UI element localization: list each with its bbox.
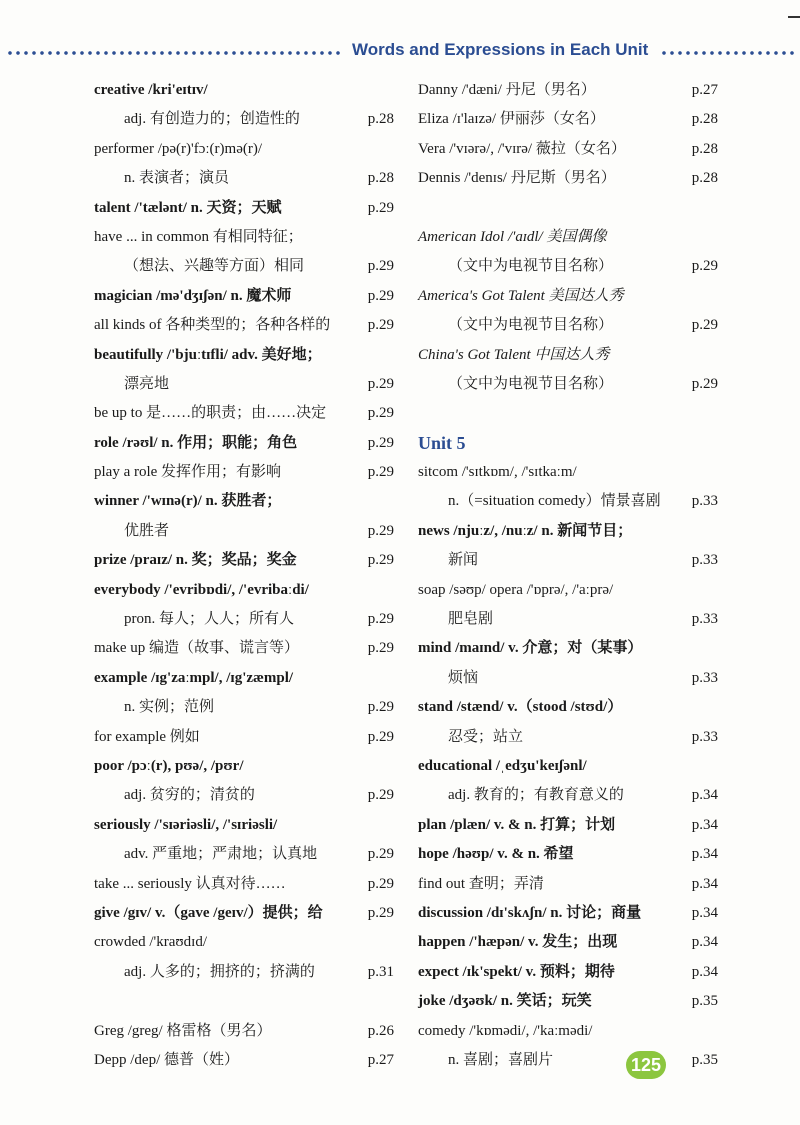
vocab-entry <box>418 311 718 340</box>
vocab-entry <box>418 282 718 311</box>
page-ref: p.34 <box>691 875 718 892</box>
vocab-entry <box>94 135 394 164</box>
vocab-entry <box>418 487 718 516</box>
entry-text: joke /dʒəʊk/ n. 笑话；玩笑 <box>418 993 592 1010</box>
vocab-entry <box>94 105 394 134</box>
entry-text: adj. 贫穷的；清贫的 <box>124 787 255 804</box>
entry-text: hope /həʊp/ v. & n. 希望 <box>418 846 574 863</box>
vocab-entry <box>418 576 718 605</box>
entry-text: happen /'hæpən/ v. 发生；出现 <box>418 934 618 951</box>
entry-text: （想法、兴趣等方面）相同 <box>124 258 305 275</box>
page-ref: p.31 <box>367 963 394 980</box>
vocab-entry <box>94 194 394 223</box>
entry-text: Vera /'vɪərə/, /'vɪrə/ 薇拉（女名） <box>418 140 626 157</box>
left-column <box>94 76 394 1075</box>
entry-text: make up 编造（故事、谎言等） <box>94 640 299 657</box>
page-ref: p.29 <box>367 258 394 275</box>
page-ref: p.34 <box>691 787 718 804</box>
entry-text: educational /ˌedʒu'keɪʃənl/ <box>418 757 587 774</box>
page-ref: p.33 <box>691 493 718 510</box>
entry-text: mind /maɪnd/ v. 介意；对（某事） <box>418 640 643 657</box>
entry-text: talent /'tælənt/ n. 天资；天赋 <box>94 199 282 216</box>
vocab-entry <box>418 1046 718 1075</box>
spacer <box>94 987 394 1016</box>
entry-text: 忍受；站立 <box>448 728 524 745</box>
vocab-entry <box>418 723 718 752</box>
vocab-entry <box>94 370 394 399</box>
vocab-entry <box>418 370 718 399</box>
page-ref: p.29 <box>367 287 394 304</box>
vocab-entry <box>94 781 394 810</box>
right-column <box>418 76 718 1075</box>
page-ref: p.33 <box>691 728 718 745</box>
vocab-entry <box>94 840 394 869</box>
page-ref: p.28 <box>691 140 718 157</box>
vocab-entry <box>94 252 394 281</box>
entry-text: all kinds of 各种类型的；各种各样的 <box>94 317 331 334</box>
entry-text: everybody /'evribɒdi/, /'evribaːdi/ <box>94 581 309 598</box>
entry-text: adj. 人多的；拥挤的；挤满的 <box>124 963 315 980</box>
vocab-entry <box>418 341 718 370</box>
header-dots-right <box>660 50 794 56</box>
entry-text: adj. 教育的；有教育意义的 <box>448 787 624 804</box>
page-ref: p.29 <box>367 199 394 216</box>
vocab-entry <box>418 164 718 193</box>
entry-text: adj. 有创造力的；创造性的 <box>124 111 300 128</box>
entry-text: Eliza /ɪ'laɪzə/ 伊丽莎（女名） <box>418 111 605 128</box>
entry-text: 漂亮地 <box>124 375 170 392</box>
entry-text: Greg /greg/ 格雷格（男名） <box>94 1022 272 1039</box>
vocab-entry <box>418 252 718 281</box>
vocab-entry <box>94 1046 394 1075</box>
vocab-entry <box>418 693 718 722</box>
entry-text: pron. 每人；人人；所有人 <box>124 611 294 628</box>
entry-text: sitcom /'sɪtkɒm/, /'sɪtkaːm/ <box>418 464 577 481</box>
entry-text: crowded /'kraʊdɪd/ <box>94 934 207 951</box>
entry-text: China's Got Talent 中国达人秀 <box>418 346 610 363</box>
vocab-entry <box>94 429 394 458</box>
entry-text: plan /plæn/ v. & n. 打算；计划 <box>418 816 616 833</box>
header-dots-left <box>6 50 342 56</box>
vocab-entry <box>94 723 394 752</box>
page-ref: p.29 <box>367 375 394 392</box>
entry-text: performer /pə(r)'fɔː(r)mə(r)/ <box>94 140 263 157</box>
entry-text: beautifully /'bjuːtɪfli/ adv. 美好地； <box>94 346 322 363</box>
vocab-entry <box>418 135 718 164</box>
entry-text: creative /kri'eɪtɪv/ <box>94 82 208 98</box>
vocab-entry <box>418 840 718 869</box>
entry-text: role /rəʊl/ n. 作用；职能；角色 <box>94 434 298 451</box>
page-ref: p.33 <box>691 669 718 686</box>
vocab-entry <box>94 164 394 193</box>
vocab-entry <box>94 223 394 252</box>
page-ref: p.34 <box>691 816 718 833</box>
page-ref: p.29 <box>367 904 394 921</box>
page-ref: p.28 <box>367 111 394 128</box>
spacer <box>418 399 718 428</box>
vocab-entry <box>94 811 394 840</box>
page-ref: p.35 <box>691 1051 718 1068</box>
entry-text: have ... in common 有相同特征； <box>94 228 303 245</box>
entry-text: soap /səʊp/ opera /'ɒprə/, /'aːprə/ <box>418 581 614 598</box>
entry-text: adv. 严重地；严肃地；认真地 <box>124 846 318 863</box>
entry-text: （文中为电视节目名称） <box>448 375 614 392</box>
page-ref: p.29 <box>691 375 718 392</box>
entry-text: prize /praɪz/ n. 奖；奖品；奖金 <box>94 552 297 569</box>
header-title: Words and Expressions in Each Unit <box>352 40 649 59</box>
vocab-entry <box>418 781 718 810</box>
vocab-entry <box>94 1017 394 1046</box>
vocab-entry <box>418 223 718 252</box>
vocab-entry <box>418 517 718 546</box>
vocab-entry <box>418 928 718 957</box>
vocab-entry <box>418 105 718 134</box>
entry-text: expect /ɪk'spekt/ v. 预料；期待 <box>418 963 615 980</box>
vocab-entry <box>418 752 718 781</box>
page-ref: p.29 <box>367 611 394 628</box>
page-header <box>0 38 800 68</box>
vocab-entry <box>94 752 394 781</box>
page-ref: p.29 <box>691 258 718 275</box>
vocab-entry <box>418 546 718 575</box>
entry-text: American Idol /'aɪdl/ 美国偶像 <box>418 228 607 245</box>
vocab-entry <box>94 634 394 663</box>
page-ref: p.29 <box>367 552 394 569</box>
page-ref: p.33 <box>691 611 718 628</box>
page-ref: p.29 <box>367 522 394 539</box>
vocab-entry <box>94 76 394 105</box>
entry-text: 优胜者 <box>124 522 170 539</box>
vocab-entry <box>94 958 394 987</box>
entry-text: example /ɪg'zaːmpl/, /ɪg'zæmpl/ <box>94 669 294 686</box>
vocab-entry <box>418 605 718 634</box>
vocab-entry <box>94 928 394 957</box>
vocab-entry <box>418 899 718 928</box>
vocab-entry <box>418 634 718 663</box>
page-ref: p.29 <box>367 405 394 422</box>
page-ref: p.29 <box>367 434 394 451</box>
page-ref: p.29 <box>367 875 394 892</box>
entry-text: n.（=situation comedy）情景喜剧 <box>448 493 661 510</box>
vocab-entry <box>418 1017 718 1046</box>
entry-text: Dennis /'denɪs/ 丹尼斯（男名） <box>418 170 616 187</box>
entry-text: America's Got Talent 美国达人秀 <box>418 287 624 304</box>
spacer <box>418 194 718 223</box>
vocab-entry <box>94 870 394 899</box>
entry-text: be up to 是……的职责；由……决定 <box>94 405 327 422</box>
page-ref: p.29 <box>367 317 394 334</box>
entry-text: seriously /'sɪəriəsli/, /'sɪriəsli/ <box>94 816 278 833</box>
entry-text: （文中为电视节目名称） <box>448 258 614 275</box>
page-ref: p.29 <box>367 787 394 804</box>
entry-text: comedy /'kɒmədi/, /'kaːmədi/ <box>418 1022 593 1039</box>
page-ref: p.35 <box>691 993 718 1010</box>
vocab-entry <box>94 399 394 428</box>
entry-text: （文中为电视节目名称） <box>448 317 614 334</box>
entry-text: play a role 发挥作用；有影响 <box>94 464 282 481</box>
vocab-entry <box>418 458 718 487</box>
entry-text: 肥皂剧 <box>448 611 494 628</box>
page-ref: p.29 <box>367 464 394 481</box>
entry-text: Danny /'dæni/ 丹尼（男名） <box>418 82 596 98</box>
entry-text: Depp /dep/ 德普（姓） <box>94 1051 239 1068</box>
vocab-entry <box>94 458 394 487</box>
entry-text: n. 表演者；演员 <box>124 170 230 187</box>
page-ref: p.26 <box>367 1022 394 1039</box>
vocab-entry <box>94 693 394 722</box>
page-number-badge: 125 <box>626 1051 666 1079</box>
entry-text: news /njuːz/, /nuːz/ n. 新闻节目； <box>418 522 633 539</box>
entry-text: winner /'wɪnə(r)/ n. 获胜者； <box>94 493 282 510</box>
vocab-entry <box>94 487 394 516</box>
entry-text: n. 喜剧；喜剧片 <box>448 1051 554 1068</box>
corner-mark <box>788 16 800 18</box>
entry-text: for example 例如 <box>94 728 200 745</box>
entry-text: 新闻 <box>448 552 479 569</box>
vocab-entry <box>418 987 718 1016</box>
entry-text: discussion /dɪ'skʌʃn/ n. 讨论；商量 <box>418 904 642 921</box>
page-ref: p.28 <box>367 170 394 187</box>
page-ref: p.29 <box>367 699 394 716</box>
vocab-entry <box>94 341 394 370</box>
page-ref: p.34 <box>691 963 718 980</box>
entry-text: find out 查明；弄清 <box>418 875 544 892</box>
page-ref: p.29 <box>367 728 394 745</box>
vocab-entry <box>94 282 394 311</box>
vocab-entry <box>418 958 718 987</box>
entry-text: take ... seriously 认真对待…… <box>94 875 286 892</box>
vocab-entry <box>94 899 394 928</box>
vocab-entry <box>94 576 394 605</box>
vocab-entry <box>418 811 718 840</box>
page-ref: p.29 <box>691 317 718 334</box>
vocab-entry <box>418 664 718 693</box>
entry-text: poor /pɔː(r), pʊə/, /pʊr/ <box>94 757 244 774</box>
unit-heading: Unit 5 <box>418 432 466 453</box>
vocab-entry <box>94 517 394 546</box>
page-ref: p.34 <box>691 934 718 951</box>
vocab-entry <box>94 664 394 693</box>
page-ref: p.28 <box>691 170 718 187</box>
entry-text: magician /mə'dʒɪʃən/ n. 魔术师 <box>94 287 292 304</box>
page-ref: p.33 <box>691 552 718 569</box>
vocab-entry <box>94 546 394 575</box>
vocab-entry <box>94 605 394 634</box>
page-ref: p.28 <box>691 111 718 128</box>
vocab-entry <box>418 870 718 899</box>
entry-text: give /gɪv/ v.（gave /geɪv/）提供；给 <box>94 904 323 921</box>
page-ref: p.29 <box>367 640 394 657</box>
page-ref: p.27 <box>367 1051 394 1068</box>
entry-text: stand /stænd/ v.（stood /stʊd/） <box>418 699 623 716</box>
page-ref: p.29 <box>367 846 394 863</box>
vocab-entry <box>94 311 394 340</box>
page-ref: p.27 <box>691 82 718 98</box>
page-ref: p.34 <box>691 846 718 863</box>
entry-text: 烦恼 <box>448 669 479 686</box>
entry-text: n. 实例；范例 <box>124 699 215 716</box>
page-ref: p.34 <box>691 904 718 921</box>
vocab-entry <box>418 76 718 105</box>
